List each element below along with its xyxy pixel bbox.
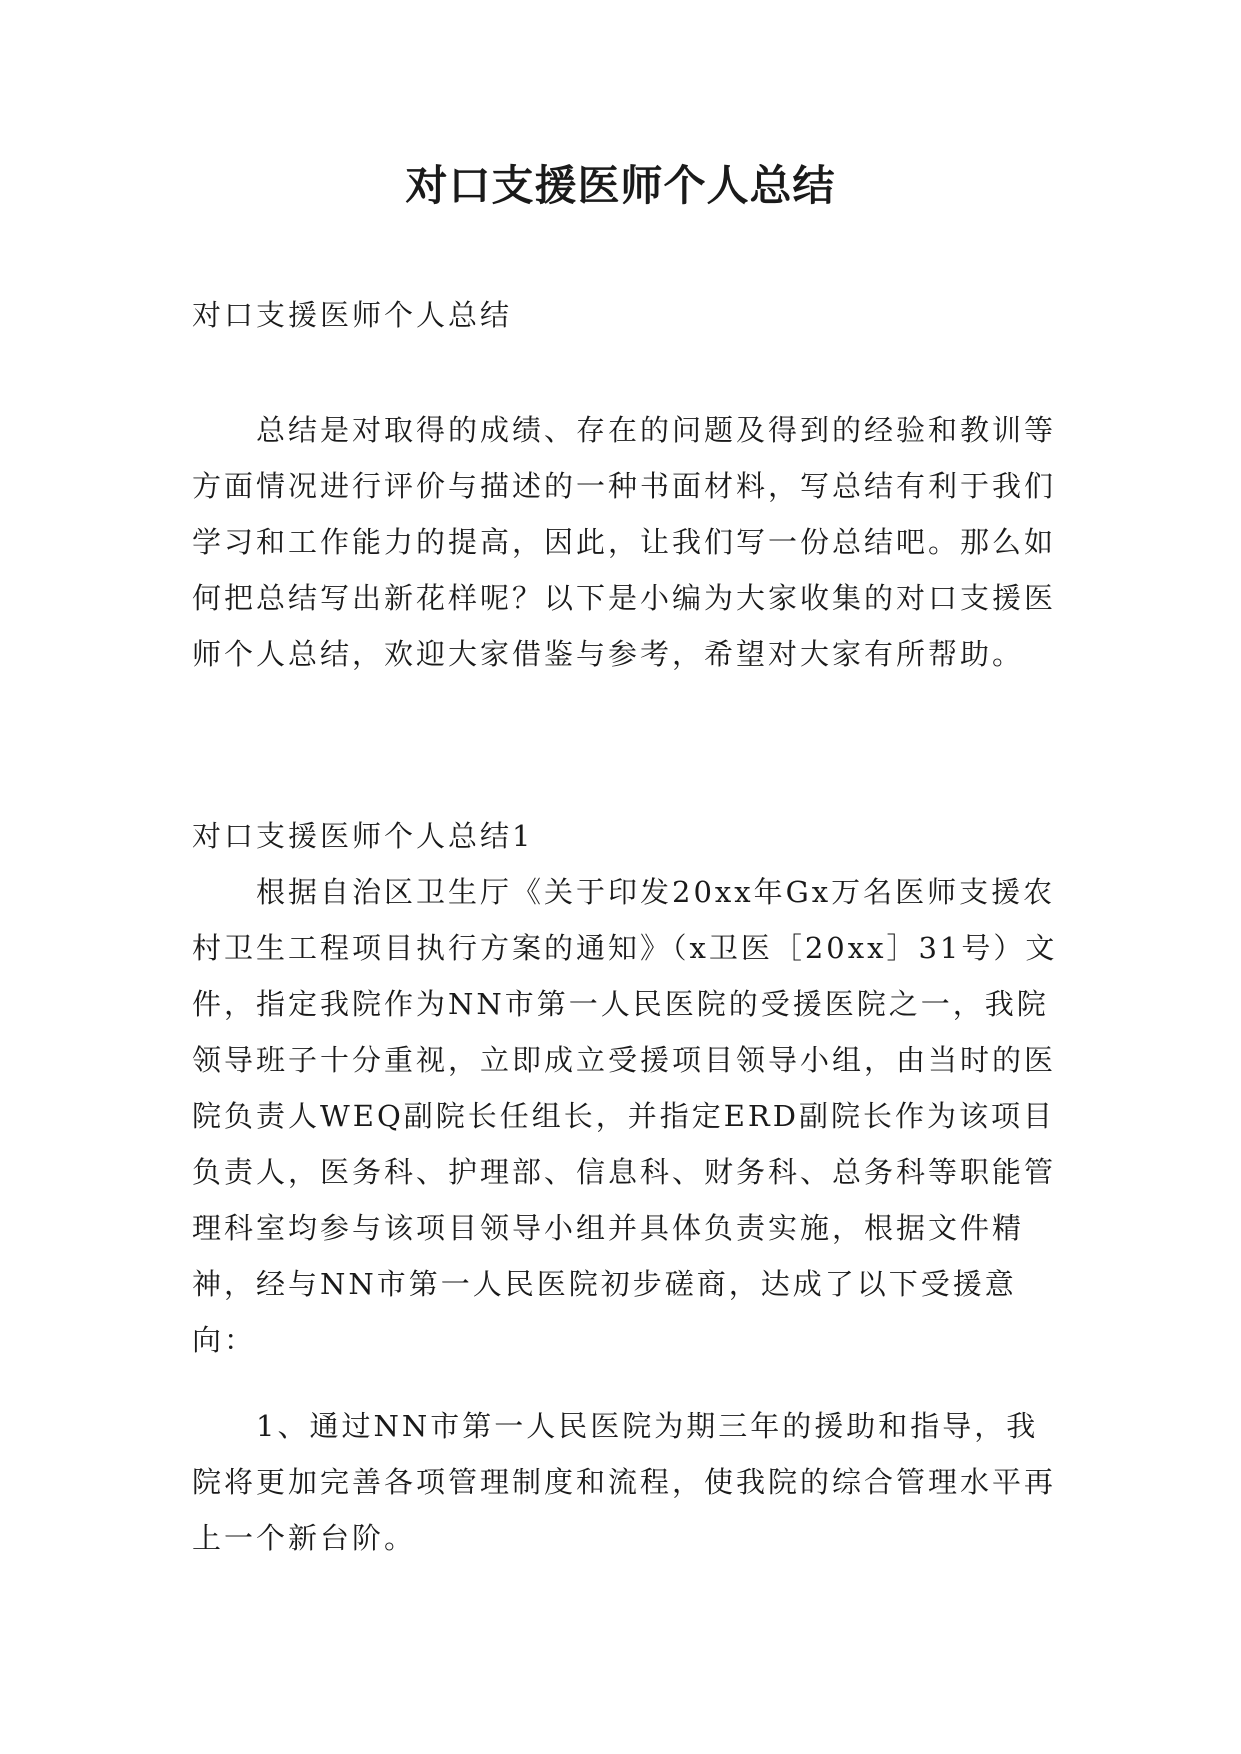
body-paragraph: 1、通过NN市第一人民医院为期三年的援助和指导，我院将更加完善各项管理制度和流程，使我院的综合管理水平再上一个新台阶。 xyxy=(192,1409,1057,1555)
intro-paragraph: 总结是对取得的成绩、存在的问题及得到的经验和教训等方面情况进行评价与描述的一种书面材料，写总结有利于我们学习和工作能力的提高，因此，让我们写一份总结吧。那么如何把总结写出新花样呢？以下是小编为大家收集的对口支援医师个人总结，欢迎大家借鉴与参考，希望对大家有所帮助。 xyxy=(192,413,1057,671)
document-subtitle: 对口支援医师个人总结 xyxy=(192,298,513,332)
document-title: 对口支援医师个人总结 xyxy=(405,161,836,210)
body-paragraph: 根据自治区卫生厅《关于印发20xx年Gx万名医师支援农村卫生工程项目执行方案的通知》（x卫医［20xx］31号）文件，指定我院作为NN市第一人民医院的受援医院之一，我院领导班子十分重视，立即成立受援项目领导小组，由当时的医院负责人WEQ副院长任组长，并指定ERD副院长作为该项目负责人，医务科、护理部、信息科、财务科、总务科等职能管理科室均参与该项目领导小组并具体负责实施，根据文件精神，经与NN市第一人民医院初步磋商，达成了以下受援意向： xyxy=(192,875,1058,1357)
section-heading: 对口支援医师个人总结1 xyxy=(192,819,534,853)
